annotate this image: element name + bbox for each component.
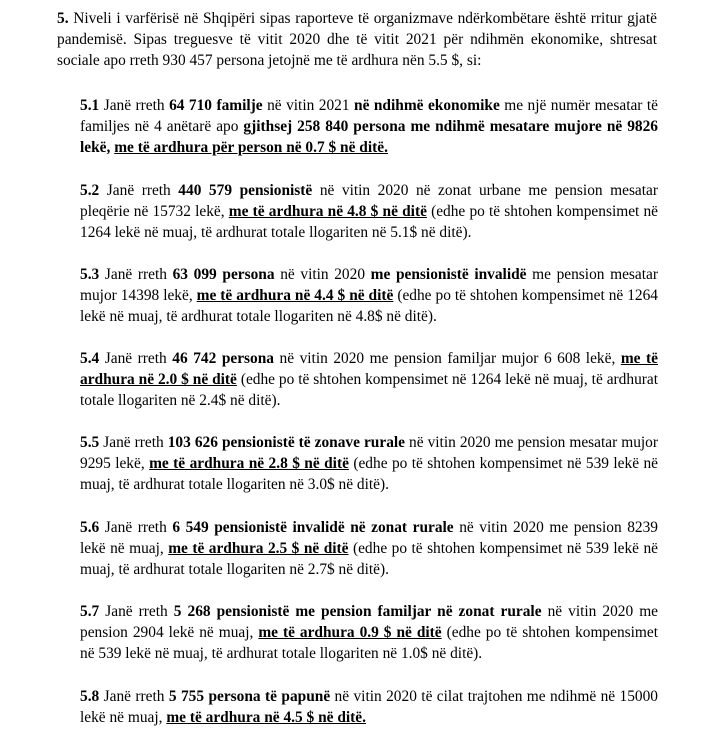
- item-text: në vitin 2020 me pension 2904 lekë në muaj,: [80, 603, 658, 641]
- item-text: Janë rreth: [99, 266, 173, 283]
- list-item: [80, 95, 658, 158]
- item-text: me një numër mesatar të familjes në 4 anëtarë apo: [80, 97, 658, 135]
- item-number: 5.8: [80, 688, 100, 705]
- list-item: [80, 686, 658, 728]
- item-text: në vitin 2021: [262, 97, 355, 114]
- intro-number: 5.: [57, 10, 69, 27]
- item-bold-text: me pensionistë invalidë: [370, 266, 527, 283]
- item-text: Janë rreth: [99, 434, 168, 451]
- intro-paragraph: [57, 8, 657, 71]
- item-text: (edhe po të shtohen kompensimet në 539 lekë në muaj, të ardhurat totale llogariten në 3.0$ në ditë).: [80, 455, 658, 493]
- item-text: në vitin 2020: [274, 266, 371, 283]
- item-bold-text: 46 742 persona: [172, 350, 274, 367]
- item-bold-text: 5 268 pensionistë me pension familjar në zonat rurale: [173, 603, 542, 620]
- item-text: në vitin 2020 me pension 8239 lekë në muaj,: [80, 519, 658, 557]
- item-text: Janë rreth: [99, 97, 170, 114]
- item-underlined-text: me të ardhura në 4.5 $ në ditë.: [166, 709, 366, 726]
- item-text: (edhe po të shtohen kompensimet në 1264 lekë në muaj, të ardhurat totale llogariten në 5.1$ në ditë).: [80, 203, 659, 241]
- intro-text: Niveli i varfërisë në Shqipëri sipas raporteve të organizmave ndërkombëtare është rritur gjatë pandemisë. Sipas treguesve të vitit 2020 dhe të vitit 2021 për ndihmën ekonomike, shtresat sociale apo rreth 930 457 persona jetojnë me të ardhura nën 5.5 $, si:: [57, 10, 658, 69]
- item-underlined-text: me të ardhura në 4.4 $ në ditë: [196, 287, 394, 304]
- item-underlined-text: me të ardhura 0.9 $ në ditë: [258, 624, 442, 641]
- list-item: [80, 180, 658, 243]
- item-bold-text: 103 626 pensionistë të zonave rurale: [167, 434, 406, 451]
- item-bold-text: 440 579 pensionistë: [178, 182, 313, 199]
- item-underlined-text: me të ardhura për person në 0.7 $ në ditë.: [114, 139, 388, 156]
- item-bold-text: 64 710 familje: [169, 97, 263, 114]
- item-text: në vitin 2020 me pension familjar mujor 6 608 lekë,: [273, 350, 621, 367]
- item-text: Janë rreth: [99, 350, 173, 367]
- item-underlined-text: me të ardhura në 2.0 $ në ditë: [80, 350, 658, 388]
- list-item: [80, 517, 658, 580]
- list-item: [80, 601, 658, 664]
- item-text: (edhe po të shtohen kompensimet në 539 lekë në muaj, të ardhurat totale llogariten në 2.7$ në ditë).: [80, 540, 658, 578]
- item-bold-text: 63 099 persona: [172, 266, 275, 283]
- item-text: me pension mesatar mujor 14398 lekë,: [80, 266, 658, 304]
- item-text: (edhe po të shtohen kompensimet në 1264 lekë në muaj, të ardhurat totale llogariten në 4.8$ në ditë).: [80, 287, 658, 325]
- item-text: Janë rreth: [99, 688, 169, 705]
- item-bold-text: në ndihmë ekonomike: [354, 97, 500, 114]
- item-number: 5.1: [80, 97, 100, 114]
- item-number: 5.7: [80, 603, 100, 620]
- item-bold-text: 5 755 persona të papunë: [168, 688, 331, 705]
- item-underlined-text: me të ardhura në 4.8 $ në ditë: [228, 203, 427, 220]
- item-number: 5.2: [80, 182, 100, 199]
- item-text: Janë rreth: [99, 182, 179, 199]
- item-text: Janë rreth: [99, 519, 173, 536]
- item-text: në vitin 2020 të cilat trajtohen me ndihmë në 15000 lekë në muaj,: [80, 688, 658, 726]
- item-text: Janë rreth: [99, 603, 174, 620]
- item-number: 5.6: [80, 519, 100, 536]
- item-underlined-text: me të ardhura 2.5 $ në ditë: [168, 540, 349, 557]
- item-bold-text: gjithsej 258 840 persona me ndihmë mesatare mujore në 9826 lekë,: [80, 118, 658, 156]
- list-item: [80, 432, 658, 495]
- item-text: në vitin 2020 me pension mesatar mujor 9295 lekë,: [80, 434, 659, 472]
- item-text: (edhe po të shtohen kompensimet në 539 lekë në muaj, të ardhurat totale llogariten në 1.0$ në ditë).: [80, 624, 658, 662]
- item-number: 5.3: [80, 266, 100, 283]
- list-item: [80, 348, 658, 411]
- list-item: [80, 264, 658, 327]
- item-text: në vitin 2020 në zonat urbane me pension mesatar pleqërie në 15732 lekë,: [80, 182, 658, 220]
- item-number: 5.5: [80, 434, 100, 451]
- item-number: 5.4: [80, 350, 100, 367]
- item-text: (edhe po të shtohen kompensimet në 1264 lekë në muaj, të ardhurat totale llogariten në 2.4$ në ditë).: [80, 371, 658, 409]
- item-underlined-text: me të ardhura në 2.8 $ në ditë: [149, 455, 349, 472]
- item-bold-text: 6 549 pensionistë invalidë në zonat rurale: [172, 519, 454, 536]
